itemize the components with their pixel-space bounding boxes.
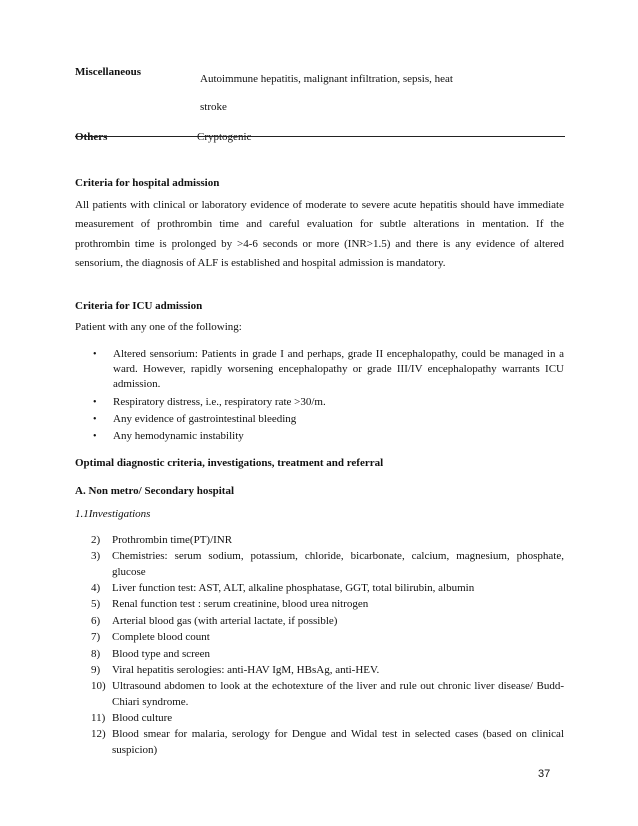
item-number: 3) [91, 550, 101, 563]
list-item-text: Ultrasound abdomen to look at the echotexture of the liver and rule out chronic liver disease/ Budd-Chiari syndrome. [112, 680, 564, 708]
list-item [75, 663, 564, 678]
item-number: 7) [91, 631, 101, 644]
list-item-text: Any evidence of gastrointestinal bleeding [113, 412, 297, 425]
icu-admission-heading: Criteria for ICU admission [75, 300, 203, 312]
investigations-subsection: 1.1Investigations [75, 508, 151, 520]
item-number: 2) [91, 534, 101, 546]
causes-table [75, 66, 565, 149]
row-value-line: stroke [200, 101, 227, 113]
list-item [75, 581, 564, 596]
list-item [75, 429, 564, 444]
table-bottom-rule [75, 136, 565, 137]
list-item-text: Complete blood count [112, 631, 210, 644]
row-value-line: Autoimmune hepatitis, malignant infiltration, sepsis, heat [200, 73, 453, 85]
list-item [75, 549, 564, 579]
optimal-heading: Optimal diagnostic criteria, investigations, treatment and referral [75, 457, 384, 469]
list-item-text: Liver function test: AST, ALT, alkaline phosphatase, GGT, total bilirubin, albumin [112, 581, 475, 594]
hospital-admission-paragraph: All patients with clinical or laboratory evidence of moderate to severe acute hepatitis should have immediate measurement of prothrombin time and careful evaluation for subtle alterations in mentation. If the prothrombin time is prolonged by >4-6 seconds or more (INR>1.5) and there is any evidence of altered sensorium, the diagnosis of ALF is established and hospital admission is mandatory. [75, 199, 564, 270]
item-number: 11) [91, 711, 106, 724]
page-number: 37 [538, 768, 551, 780]
list-item [75, 347, 564, 393]
item-number: 9) [91, 663, 101, 676]
list-item [75, 679, 564, 709]
item-number: 10) [91, 680, 106, 693]
list-item [75, 533, 564, 548]
list-item-text: Prothrombin time(PT)/INR [112, 534, 233, 546]
list-item-text: Blood type and screen [112, 647, 211, 660]
item-number: 12) [91, 728, 106, 741]
bullet-icon: • [93, 431, 97, 443]
list-item-text: Renal function test : serum creatinine, blood urea nitrogen [112, 598, 369, 611]
list-item-text: Arterial blood gas (with arterial lactate, if possible) [112, 614, 338, 627]
row-label: Others [75, 131, 108, 143]
list-item-text: Blood smear for malaria, serology for Dengue and Widal test in selected cases (based on clinical suspicion) [112, 728, 564, 756]
list-item [75, 395, 564, 410]
item-number: 4) [91, 581, 101, 594]
hospital-admission-heading: Criteria for hospital admission [75, 177, 220, 189]
row-value: Cryptogenic [197, 131, 252, 143]
list-item [75, 614, 564, 629]
table-row [75, 66, 565, 129]
bullet-icon: • [93, 413, 97, 425]
row-label: Miscellaneous [75, 66, 141, 78]
list-item [75, 711, 564, 726]
list-item-text: Altered sensorium: Patients in grade I and perhaps, grade II encephalopathy, could be managed in a ward. However, rapidly worsening encephalopathy or grade III/IV encephalopathy warrants ICU admission. [113, 348, 564, 391]
list-item-text: Any hemodynamic instability [113, 430, 244, 443]
item-number: 5) [91, 598, 101, 611]
list-item-text: Viral hepatitis serologies: anti-HAV IgM, HBsAg, anti-HEV. [112, 663, 380, 676]
bullet-icon: • [93, 349, 97, 360]
row-value [200, 65, 530, 121]
icu-criteria-list [75, 347, 564, 446]
list-item [75, 727, 564, 757]
list-item-text: Blood culture [112, 711, 173, 724]
item-number: 6) [91, 614, 101, 627]
icu-admission-intro: Patient with any one of the following: [75, 321, 242, 333]
list-item-text: Respiratory distress, i.e., respiratory rate >30/m. [113, 395, 326, 408]
item-number: 8) [91, 647, 101, 660]
table-row [75, 129, 565, 149]
list-item-text: Chemistries: serum sodium, potassium, chloride, bicarbonate, calcium, magnesium, phosphate, glucose [112, 550, 564, 578]
bullet-icon: • [93, 396, 97, 408]
list-item [75, 597, 564, 612]
list-item [75, 412, 564, 427]
list-item [75, 647, 564, 662]
list-item [75, 630, 564, 645]
investigations-list [75, 533, 564, 759]
secondary-hospital-subheading: A. Non metro/ Secondary hospital [75, 485, 234, 497]
